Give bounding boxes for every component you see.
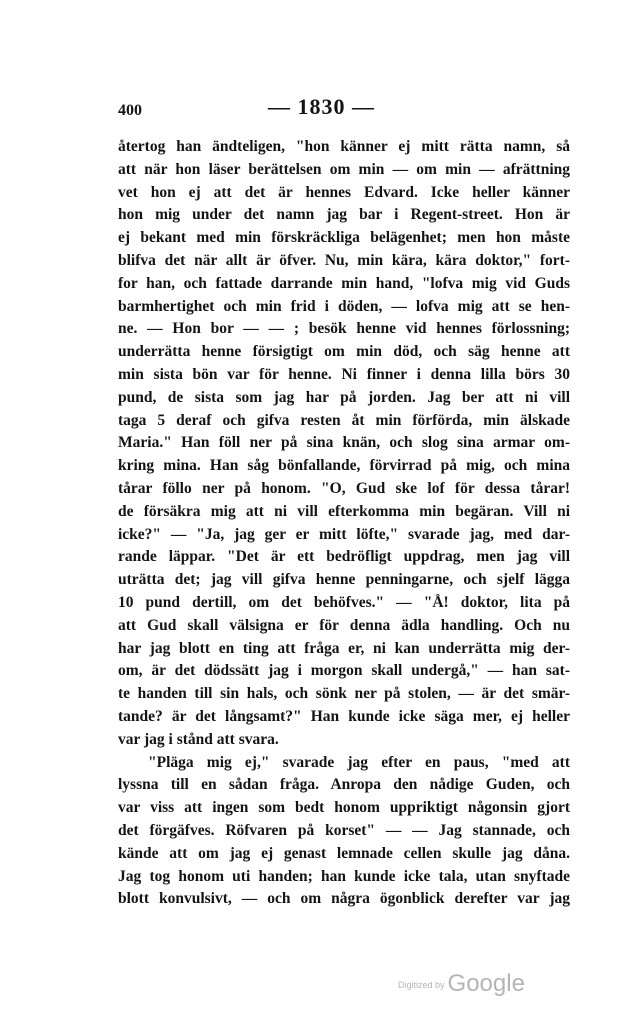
text-line: Maria." Han föll ner på sina knän, och slog sina armar om- [118, 434, 570, 452]
text-line: taga 5 deraf och gifva resten åt min förförda, min älskade [118, 411, 570, 429]
text-line: rande läppar. "Det är ett bedröfligt uppdrag, men jag vill [118, 548, 570, 566]
text-line: de försäkra mig att ni vill efterkomma min begäran. Vill ni [118, 502, 570, 520]
text-line: var viss att ingen som bedt honom uppriktigt någonsin gjort [118, 799, 570, 817]
text-line-paragraph-start: "Pläga mig ej," svarade jag efter en paus, "med att [148, 753, 570, 771]
text-line: vet hon ej att det är hennes Edvard. Icke heller känner [118, 183, 570, 201]
text-line: for han, och fattade darrande min hand, "lofva mig vid Guds [118, 274, 570, 292]
body-text [118, 136, 570, 911]
text-line: återtog han ändteligen, "hon känner ej mitt rätta namn, så [118, 138, 570, 155]
text-line: ej bekant med min förskräckliga belägenhet; men hon måste [118, 229, 570, 247]
text-line: har jag blott en ting att fråga er, ni kan underrätta mig der- [118, 639, 570, 657]
text-line: Jag tog honom uti handen; han kunde icke tala, utan snyftade [118, 867, 570, 885]
running-head-year: — 1830 — [268, 94, 375, 119]
text-line: tårar föllo ner på honom. "O, Gud ske lof för dessa tårar! [118, 479, 570, 497]
text-line: hon mig under det namn jag bar i Regent-street. Hon är [118, 206, 570, 224]
text-line: tande? är det långsamt?" Han kunde icke säga mer, ej heller [118, 707, 570, 725]
text-line: underrätta henne försigtigt om min död, och säg henne att [118, 343, 570, 361]
text-line: blifva det när allt är öfver. Nu, min kära, kära doktor," fort- [118, 251, 570, 269]
text-line: pund, de sista som jag har på jorden. Jag ber att ni vill [118, 388, 570, 406]
text-line: barmhertighet och min frid i döden, — lofva mig att se hen- [118, 297, 570, 315]
text-line: te handen till sin hals, och sönk ner på stolen, — är det smär- [118, 685, 570, 703]
digitization-watermark [398, 970, 525, 998]
text-line: blott konvulsivt, — och om några ögonblick derefter var jag [118, 890, 570, 908]
text-line: att när hon läser berättelsen om min — om min — afrättning [118, 160, 570, 178]
text-line-paragraph-end: var jag i stånd att svara. [118, 730, 279, 748]
digitized-by-label: Digitized by [398, 980, 445, 990]
text-line: om, är det dödssätt jag i morgon skall undergå," — han sat- [118, 662, 570, 680]
text-line: kände att om jag ej genast lemnade cellen skulle jag dåna. [118, 844, 570, 862]
text-line: icke?" — "Ja, jag ger er mitt löfte," svarade jag, med dar- [118, 525, 570, 543]
text-line: kring mina. Han såg bönfallande, förvirrad på mig, och mina [118, 457, 570, 475]
text-line: ne. — Hon bor — — ; besök henne vid hennes förlossning; [118, 320, 570, 338]
text-line: uträtta det; jag vill gifva henne penningarne, och sjelf lägga [118, 571, 570, 589]
text-line: att Gud skall välsigna er för denna ädla handling. Och nu [118, 616, 570, 634]
google-logo: Google [447, 970, 525, 997]
page-number: 400 [118, 102, 142, 119]
text-line: lyssna till en sådan fråga. Anropa den nådige Guden, och [118, 776, 570, 794]
text-line: det förgäfves. Röfvaren på korset" — — Jag stannade, och [118, 821, 570, 839]
text-line: min sista bön var för henne. Ni finner i denna lilla börs 30 [118, 365, 570, 383]
text-line: 10 pund dertill, om det behöfves." — "Å! doktor, lita på [118, 593, 570, 611]
